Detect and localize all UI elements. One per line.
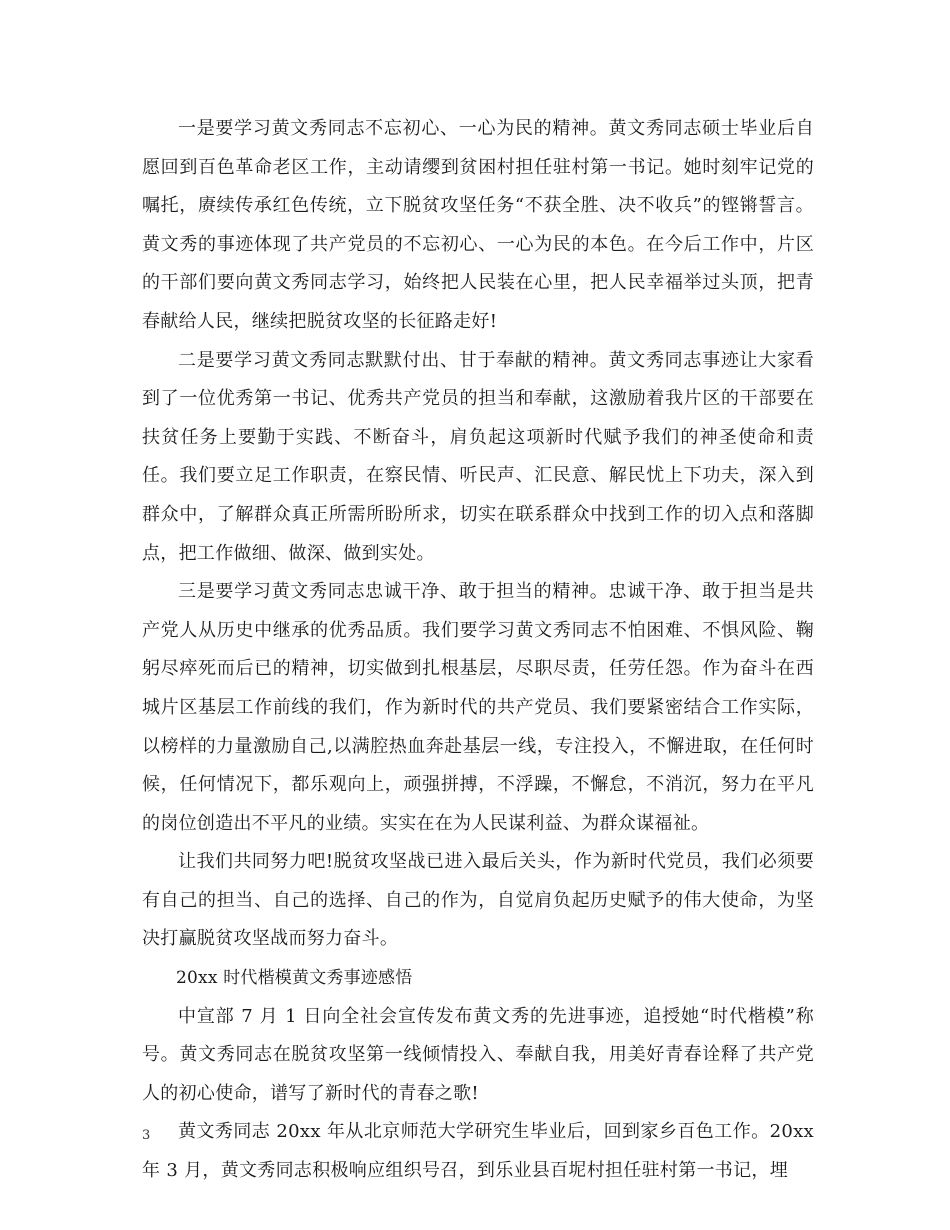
paragraph-3: 三是要学习黄文秀同志忠诚干净、敢于担当的精神。忠诚干净、敢于担当是共产党人从历史中继承的优秀品质。我们要学习黄文秀同志不怕困难、不惧风险、鞠躬尽瘁死而后已的精神，切实做到扎根基层，尽职尽责，任劳任怨。作为奋斗在西城片区基层工作前线的我们，作为新时代的共产党员、我们要紧密结合工作实际，以榜样的力量激励自己,以满腔热血奔赴基层一线，专注投入，不懈进取，在任何时候，任何情况下，都乐观向上，顽强拼搏，不浮躁，不懈怠，不消沉，努力在平凡的岗位创造出不平凡的业绩。实实在在为人民谋利益、为群众谋福祉。 [142,581,814,834]
page-number: 3 [142,1128,151,1143]
document-body [142,110,814,1191]
paragraph-4: 让我们共同努力吧!脱贫攻坚战已进入最后关头，作为新时代党员，我们必须要有自己的担当、自己的选择、自己的作为，自觉肩负起历史赋予的伟大使命，为坚决打赢脱贫攻坚战而努力奋斗。 [142,851,814,950]
paragraph-1: 一是要学习黄文秀同志不忘初心、一心为民的精神。黄文秀同志硕士毕业后自愿回到百色革命老区工作，主动请缨到贫困村担任驻村第一书记。她时刻牢记党的嘱托，赓续传承红色传统，立下脱贫攻坚任务“不获全胜、决不收兵”的铿锵誓言。黄文秀的事迹体现了共产党员的不忘初心、一心为民的本色。在今后工作中，片区的干部们要向黄文秀同志学习，始终把人民装在心里，把人民幸福举过头顶，把青春献给人民，继续把脱贫攻坚的长征路走好! [142,118,814,332]
paragraph-2: 二是要学习黄文秀同志默默付出、甘于奉献的精神。黄文秀同志事迹让大家看到了一位优秀第一书记、优秀共产党员的担当和奉献，这激励着我片区的干部要在扶贫任务上要勤于实践、不断奋斗，肩负起这项新时代赋予我们的神圣使命和责任。我们要立足工作职责，在察民情、听民声、汇民意、解民忧上下功夫，深入到群众中，了解群众真正所需所盼所求，切实在联系群众中找到工作的切入点和落脚点，把工作做细、做深、做到实处。 [142,349,814,564]
section-paragraph-1: 中宣部 7 月 1 日向全社会宣传发布黄文秀的先进事迹，追授她“时代楷模”称号。黄文秀同志在脱贫攻坚第一线倾情投入、奉献自我，用美好青春诠释了共产党人的初心使命，谱写了新时代的青春之歌! [142,1005,814,1104]
section-title: 20xx 时代楷模黄文秀事迹感悟 [176,968,413,989]
section-paragraph-2: 黄文秀同志 20xx 年从北京师范大学研究生毕业后，回到家乡百色工作。20xx 年 3 月，黄文秀同志积极响应组织号召，到乐业县百坭村担任驻村第一书记，埋 [142,1121,814,1182]
